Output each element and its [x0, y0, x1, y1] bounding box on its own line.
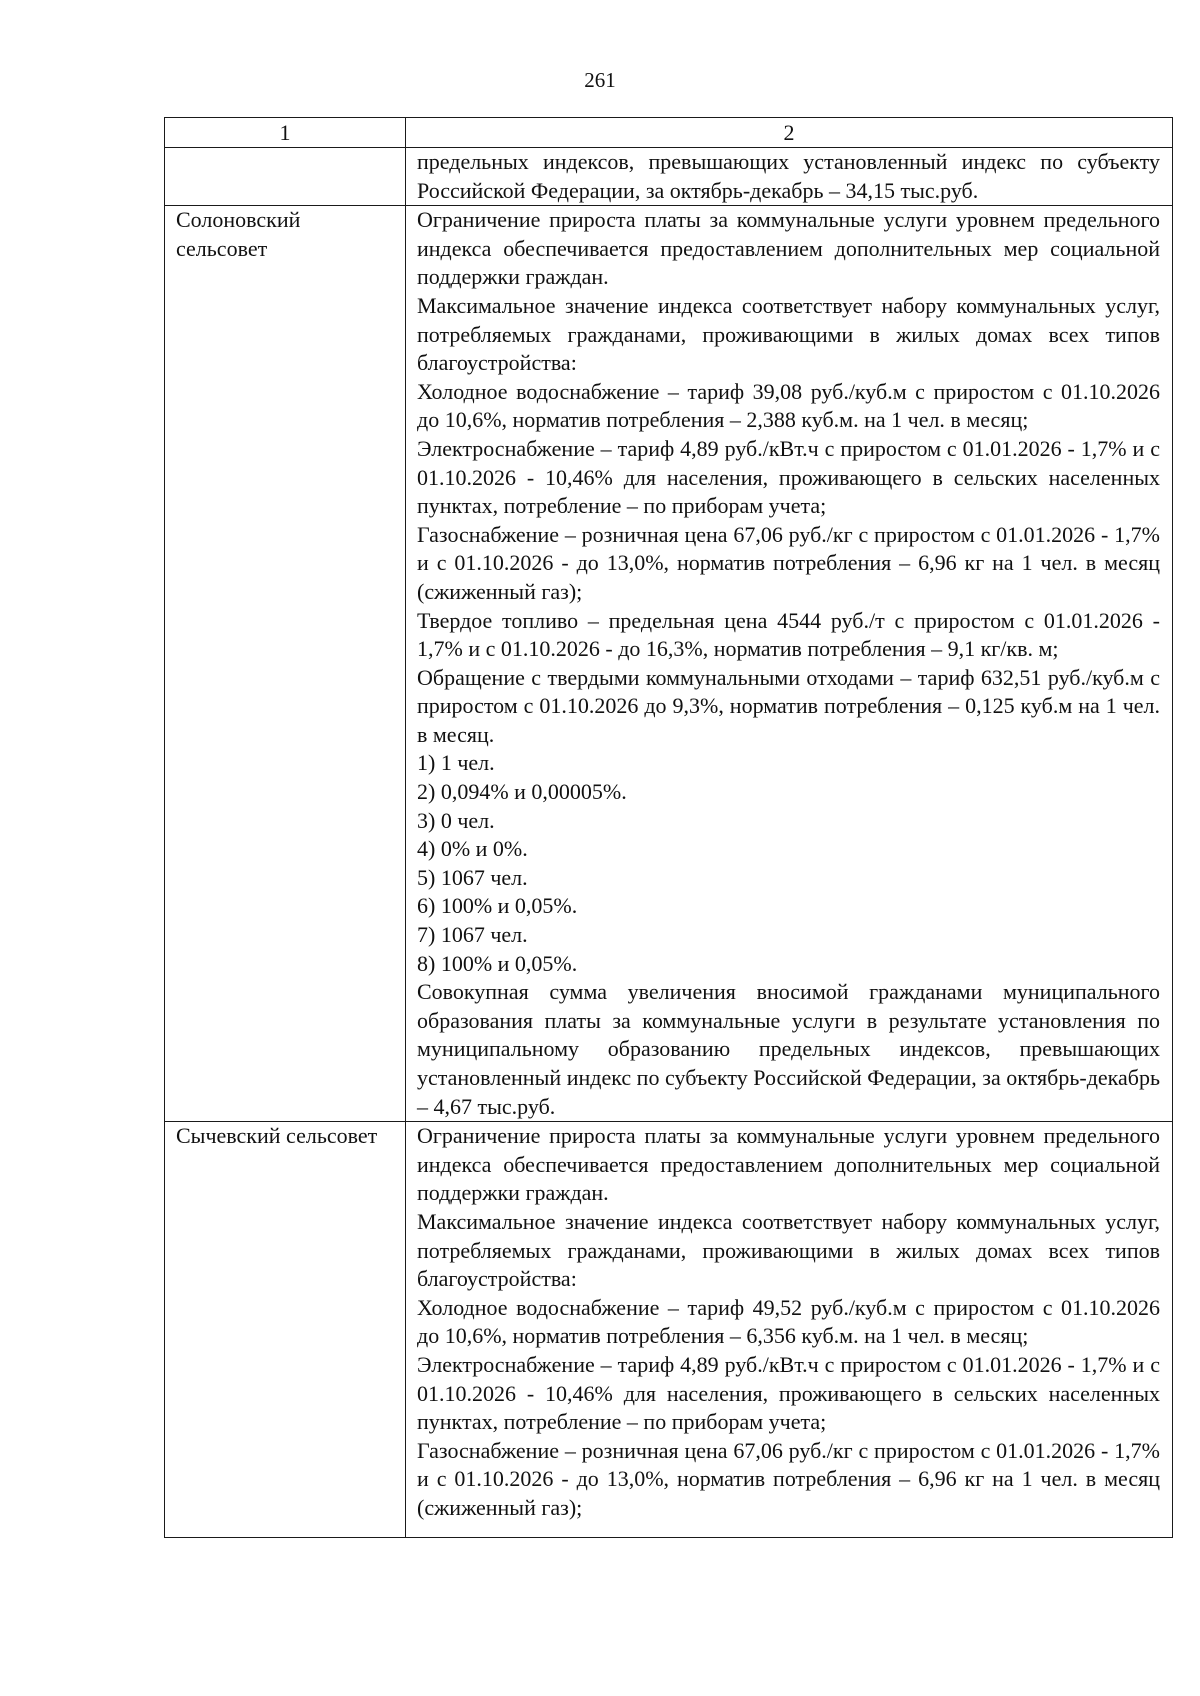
- list-item: 7) 1067 чел.: [417, 922, 528, 948]
- table-row: [165, 206, 1173, 1122]
- paragraph: Газоснабжение – розничная цена 67,06 руб./кг с приростом с 01.01.2026 - 1,7% и с 01.10.2026 - до 13,0%, норматив потребления – 6,96 кг на 1 чел. в месяц (сжиженный газ);: [417, 1437, 1160, 1520]
- paragraph: Максимальное значение индекса соответствует набору коммунальных услуг, потребляемых гражданами, проживающими в жилых домах всех типов благоустройства:: [417, 292, 1160, 376]
- municipality-name: Солоновский сельсовет: [165, 206, 406, 1122]
- municipality-description: [406, 206, 1173, 1122]
- paragraph: Твердое топливо – предельная цена 4544 руб./т с приростом с 01.01.2026 - 1,7% и с 01.10.2026 - до 16,3%, норматив потребления – 9,1 кг/кв. м;: [417, 607, 1160, 662]
- list-item: 6) 100% и 0,05%.: [417, 893, 578, 919]
- paragraph: Газоснабжение – розничная цена 67,06 руб./кг с приростом с 01.01.2026 - 1,7% и с 01.10.2026 - до 13,0%, норматив потребления – 6,96 кг на 1 чел. в месяц (сжиженный газ);: [417, 521, 1160, 604]
- list-item: 4) 0% и 0%.: [417, 836, 528, 862]
- paragraph: Обращение с твердыми коммунальными отходами – тариф 632,51 руб./куб.м с приростом с 01.10.2026 до 9,3%, норматив потребления – 0,125 куб.м на 1 чел. в месяц.: [417, 664, 1160, 747]
- municipality-description: [406, 1122, 1173, 1538]
- column-header-2: 2: [406, 118, 1173, 148]
- continuation-row: [165, 148, 1173, 206]
- document-table: [164, 117, 1173, 1538]
- paragraph: Холодное водоснабжение – тариф 49,52 руб./куб.м с приростом с 01.10.2026 до 10,6%, норматив потребления – 6,356 куб.м. на 1 чел. в месяц;: [417, 1294, 1160, 1349]
- list-item: 1) 1 чел.: [417, 750, 495, 776]
- paragraph: Максимальное значение индекса соответствует набору коммунальных услуг, потребляемых гражданами, проживающими в жилых домах всех типов благоустройства:: [417, 1208, 1160, 1292]
- paragraph: Холодное водоснабжение – тариф 39,08 руб./куб.м с приростом с 01.10.2026 до 10,6%, норматив потребления – 2,388 куб.м. на 1 чел. в месяц;: [417, 378, 1160, 433]
- paragraph: Ограничение прироста платы за коммунальные услуги уровнем предельного индекса обеспечивается предоставлением дополнительных мер социальной поддержки граждан.: [417, 207, 1160, 290]
- page-number: 261: [584, 68, 616, 92]
- paragraph: Ограничение прироста платы за коммунальные услуги уровнем предельного индекса обеспечивается предоставлением дополнительных мер социальной поддержки граждан.: [417, 1123, 1160, 1206]
- list-item: 8) 100% и 0,05%.: [417, 950, 578, 976]
- paragraph: Совокупная сумма увеличения вносимой гражданами муниципального образования платы за коммунальные услуги в результате установления по муниципальному образованию предельных индексов, превышающих установленный индекс по субъекту Российской Федерации, за октябрь-декабрь – 4,67 тыс.руб.: [417, 979, 1160, 1119]
- paragraph: Электроснабжение – тариф 4,89 руб./кВт.ч с приростом с 01.01.2026 - 1,7% и с 01.10.2026 - 10,46% для населения, проживающего в сельских населенных пунктах, потребление – по приборам учета;: [417, 1351, 1160, 1435]
- table-header-row: [165, 118, 1173, 148]
- list-item: 5) 1067 чел.: [417, 864, 528, 890]
- municipality-name: Сычевский сельсовет: [165, 1122, 406, 1538]
- continuation-name-cell: [165, 148, 406, 206]
- column-header-1: 1: [165, 118, 406, 148]
- continuation-paragraph: предельных индексов, превышающих установленный индекс по субъекту Российской Федерации, за октябрь-декабрь – 34,15 тыс.руб.: [417, 149, 1160, 203]
- table-row: [165, 1122, 1173, 1538]
- list-item: 3) 0 чел.: [417, 807, 495, 833]
- continuation-text-cell: [406, 148, 1173, 206]
- list-item: 2) 0,094% и 0,00005%.: [417, 779, 627, 805]
- paragraph: Электроснабжение – тариф 4,89 руб./кВт.ч с приростом с 01.01.2026 - 1,7% и с 01.10.2026 - 10,46% для населения, проживающего в сельских населенных пунктах, потребление – по приборам учета;: [417, 435, 1160, 519]
